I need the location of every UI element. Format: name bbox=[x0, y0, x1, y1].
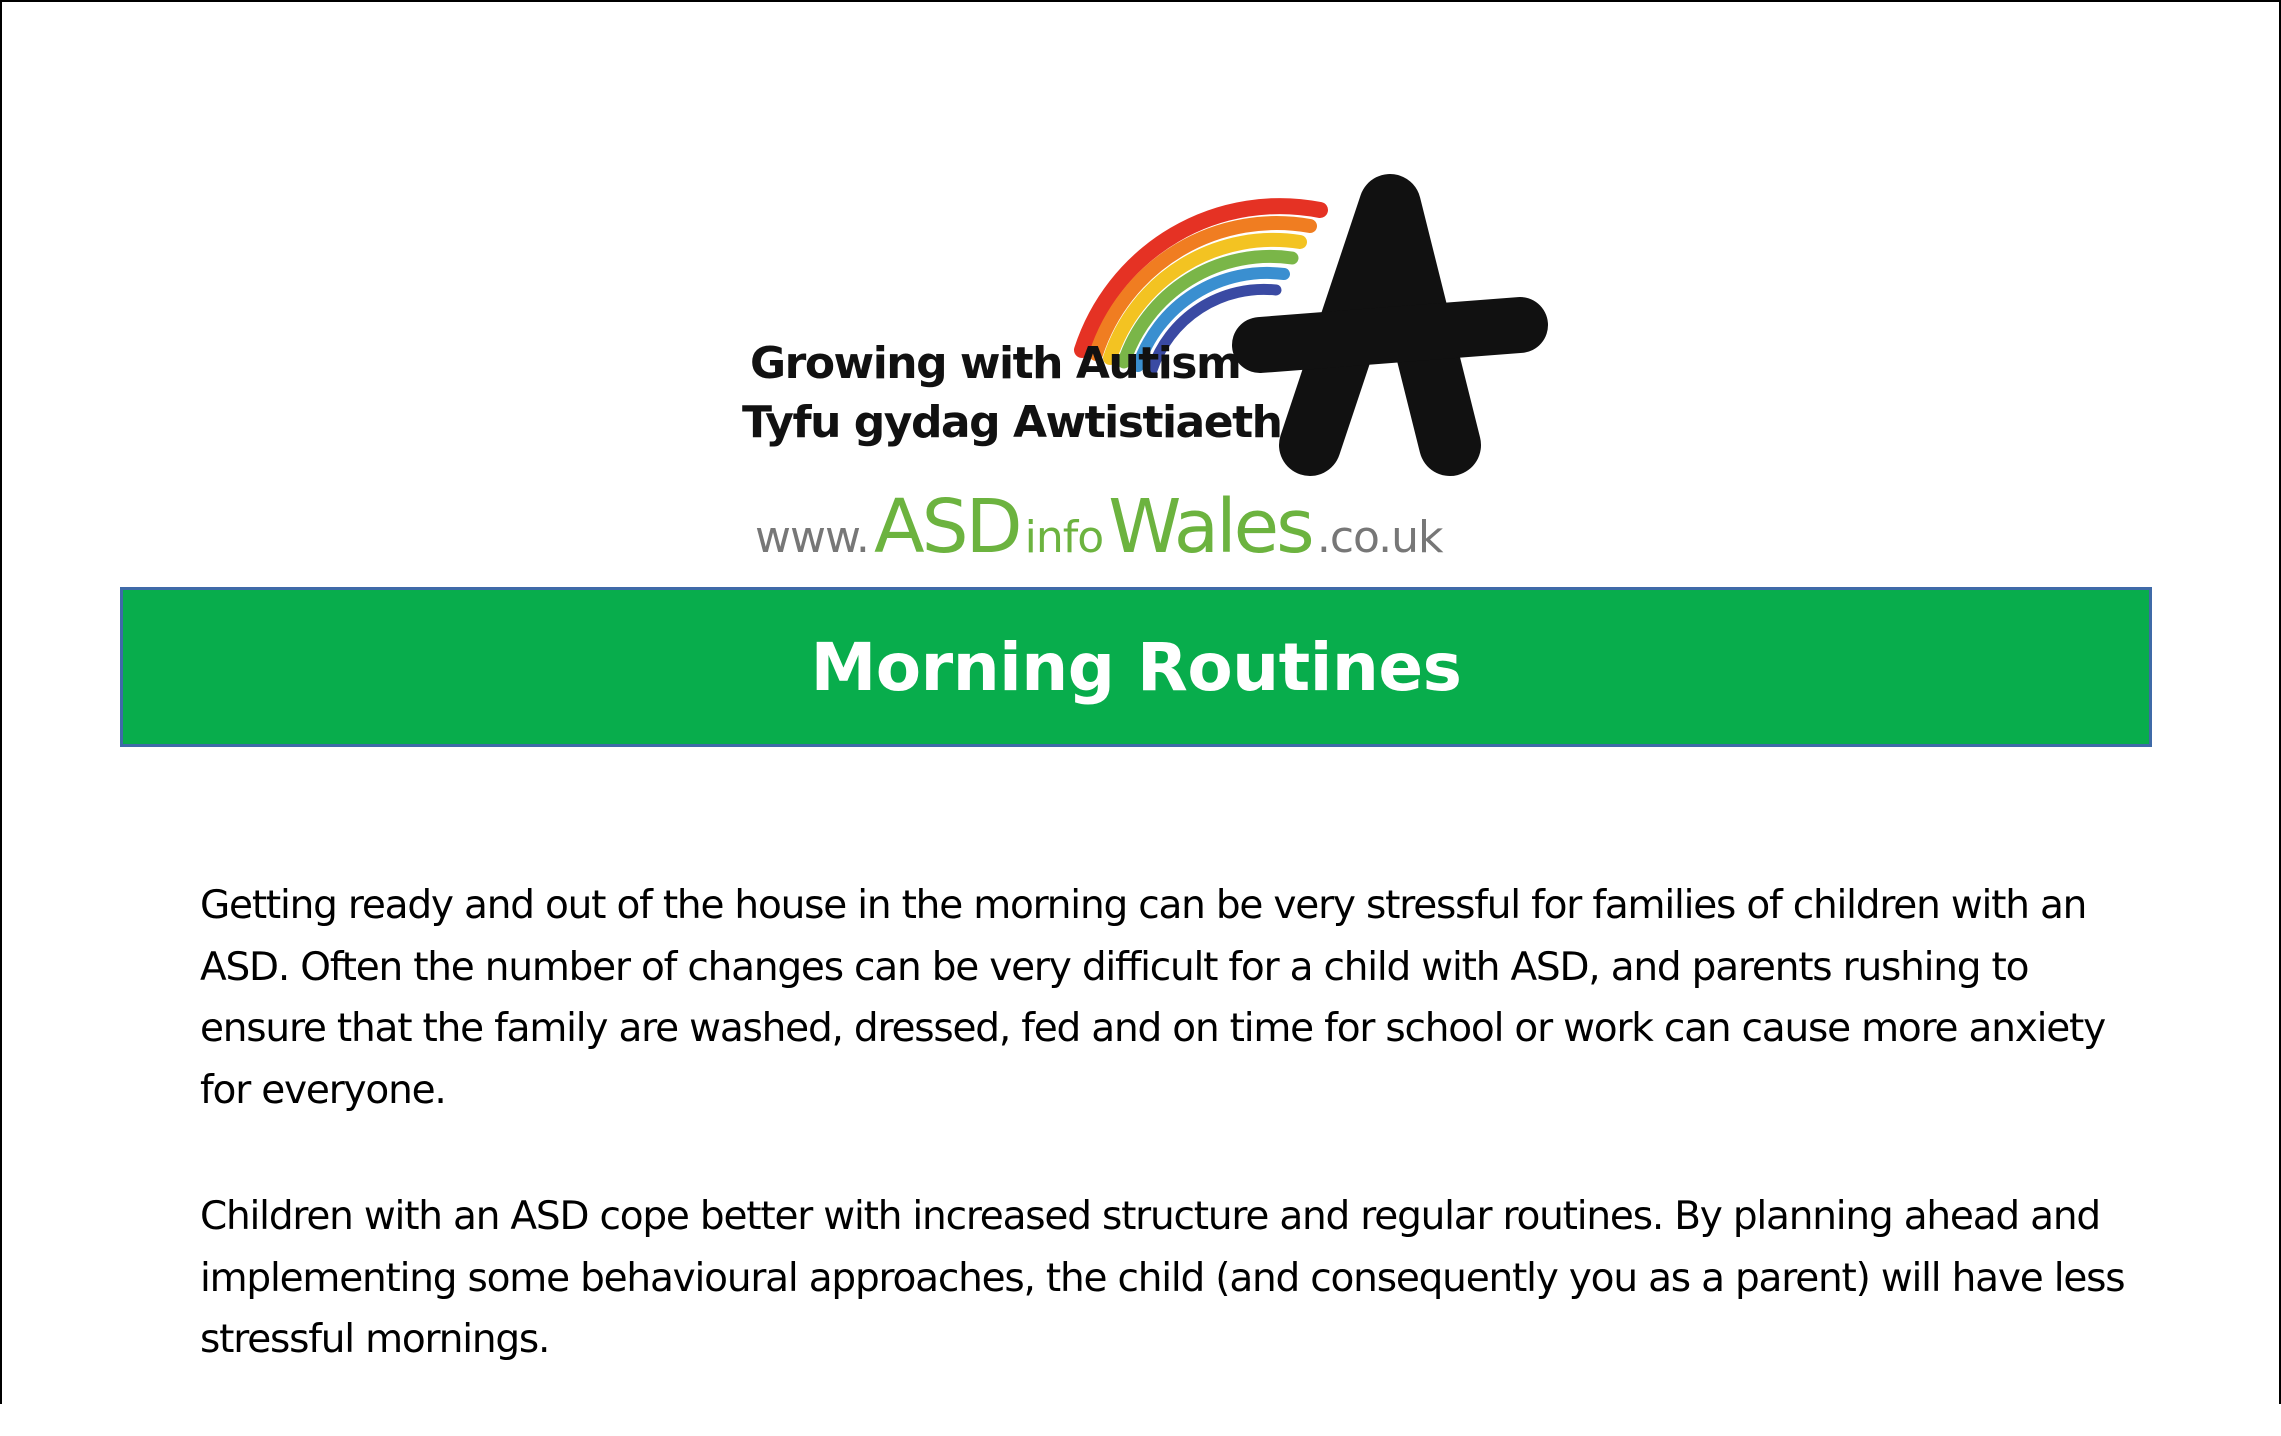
url-prefix: www. bbox=[755, 512, 869, 563]
title-banner bbox=[120, 587, 2152, 747]
logo-graphic bbox=[730, 100, 1550, 570]
url-brand-asd: ASD bbox=[874, 484, 1020, 570]
paragraph-structure: Children with an ASD cope better with increased structure and regular routines. By planning ahead and implementing some behavioural approaches, the child (and consequently you as a parent) will have less stressful mornings. bbox=[200, 1194, 2125, 1362]
logo-line-english: Growing with Autism bbox=[750, 338, 1241, 389]
logo-website bbox=[755, 484, 1444, 570]
page-title: Morning Routines bbox=[810, 628, 1462, 706]
url-brand-info: info bbox=[1024, 512, 1104, 563]
body-text bbox=[200, 875, 2160, 1436]
logo-line-welsh: Tyfu gydag Awtistiaeth bbox=[742, 397, 1282, 448]
url-brand-wales: Wales bbox=[1108, 484, 1312, 570]
asd-info-wales-logo bbox=[730, 100, 1550, 570]
paragraph-intro: Getting ready and out of the house in the morning can be very stressful for families of children with an ASD. Often the number of changes can be very difficult for a child with ASD, and parents rushing to ensure that the family are washed, dressed, fed and on time for school or work can cause more anxiety for everyone. bbox=[200, 883, 2106, 1113]
url-suffix: .co.uk bbox=[1316, 512, 1443, 563]
